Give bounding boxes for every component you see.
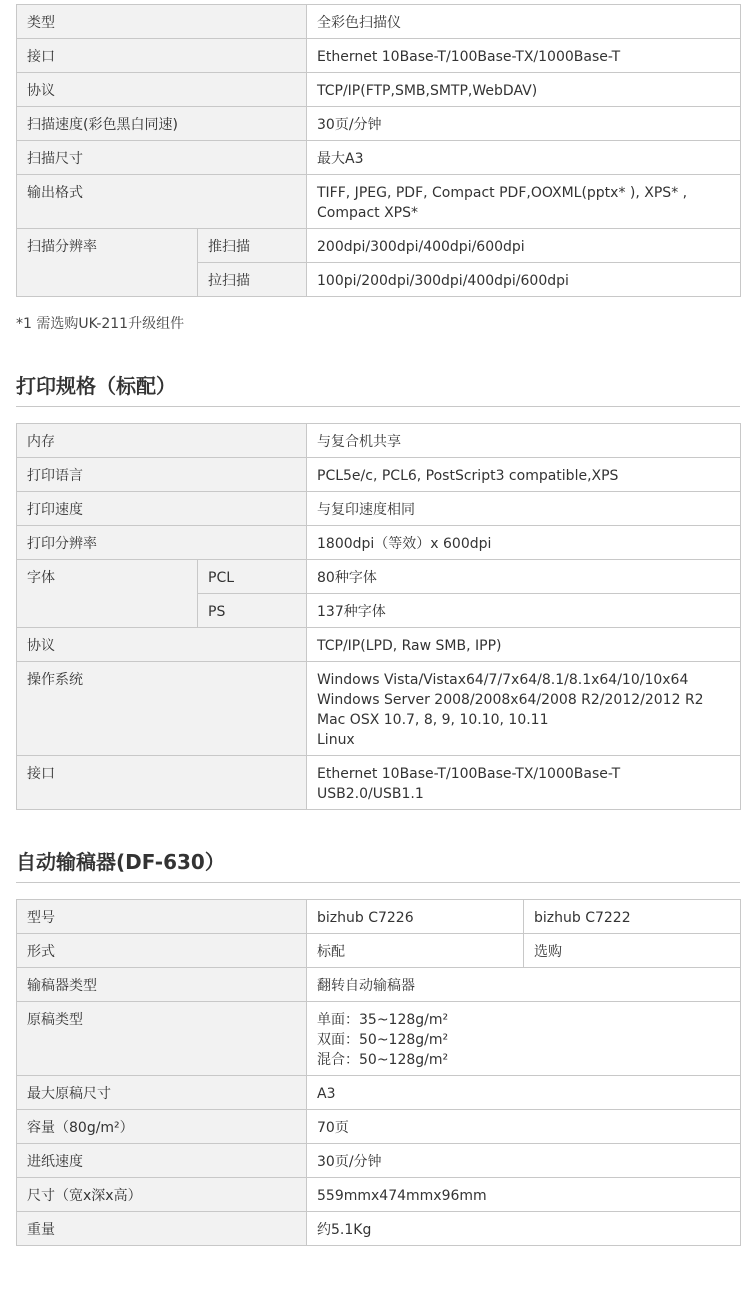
table-row [17,1110,741,1144]
table-row [17,628,741,662]
table-row [17,900,741,934]
spec-label: 打印分辨率 [17,526,307,560]
table-row [17,73,741,107]
spec-label: 内存 [17,424,307,458]
spec-value: bizhub C7226 [307,900,524,934]
spec-value: 全彩色扫描仪 [307,5,741,39]
spec-value: 30页/分钟 [307,1144,741,1178]
spec-label: 字体 [17,560,198,628]
table-row [17,662,741,756]
section-title-print: 打印规格（标配） [16,372,740,407]
table-row [17,458,741,492]
spec-value: 最大A3 [307,141,741,175]
spec-label: 重量 [17,1212,307,1246]
table-row [17,756,741,810]
spec-value: 选购 [524,934,741,968]
spec-label: 类型 [17,5,307,39]
spec-value: 1800dpi（等效）x 600dpi [307,526,741,560]
spec-label: 进纸速度 [17,1144,307,1178]
table-row [17,424,741,458]
table-row [17,1144,741,1178]
spec-label: 原稿类型 [17,1002,307,1076]
spec-value: 与复印速度相同 [307,492,741,526]
spec-value: Ethernet 10Base-T/100Base-TX/1000Base-T USB2.0/USB1.1 [307,756,741,810]
table-row [17,5,741,39]
spec-label: 接口 [17,756,307,810]
spec-value: 单面：35~128g/m² 双面：50~128g/m² 混合：50~128g/m² [307,1002,741,1076]
spec-value: TIFF, JPEG, PDF, Compact PDF,OOXML(pptx* ), XPS* , Compact XPS* [307,175,741,229]
spec-label: 打印速度 [17,492,307,526]
spec-label: 形式 [17,934,307,968]
table-row [17,1076,741,1110]
spec-label: 输稿器类型 [17,968,307,1002]
spec-value: 30页/分钟 [307,107,741,141]
table-row [17,141,741,175]
adf-spec-table [16,899,741,1246]
table-row [17,1212,741,1246]
spec-sublabel: 推扫描 [198,229,307,263]
spec-label: 输出格式 [17,175,307,229]
table-row [17,107,741,141]
table-row [17,492,741,526]
table-row [17,1002,741,1076]
spec-label: 型号 [17,900,307,934]
spec-label: 接口 [17,39,307,73]
spec-value: Windows Vista/Vistax64/7/7x64/8.1/8.1x64/10/10x64 Windows Server 2008/2008x64/2008 R2/2012/2012 R2 Mac OSX 10.7, 8, 9, 10.10, 10.11 Linux [307,662,741,756]
spec-value: 80种字体 [307,560,741,594]
table-row [17,526,741,560]
spec-value: A3 [307,1076,741,1110]
table-row [17,934,741,968]
spec-label: 扫描尺寸 [17,141,307,175]
table-row [17,1178,741,1212]
spec-value: PCL5e/c, PCL6, PostScript3 compatible,XPS [307,458,741,492]
table-row [17,968,741,1002]
spec-label: 最大原稿尺寸 [17,1076,307,1110]
table-row [17,229,741,263]
spec-value: 标配 [307,934,524,968]
table-row [17,175,741,229]
spec-sublabel: 拉扫描 [198,263,307,297]
spec-value: 翻转自动输稿器 [307,968,741,1002]
spec-value: 137种字体 [307,594,741,628]
spec-sublabel: PCL [198,560,307,594]
section-title-adf: 自动输稿器(DF-630） [16,848,740,883]
spec-label: 容量（80g/m²） [17,1110,307,1144]
spec-value: Ethernet 10Base-T/100Base-TX/1000Base-T [307,39,741,73]
spec-label: 操作系统 [17,662,307,756]
spec-value: 与复合机共享 [307,424,741,458]
table-row [17,39,741,73]
spec-label: 协议 [17,628,307,662]
spec-value: 559mmx474mmx96mm [307,1178,741,1212]
spec-value: 70页 [307,1110,741,1144]
scan-spec-table [16,4,741,297]
spec-value: bizhub C7222 [524,900,741,934]
spec-label: 打印语言 [17,458,307,492]
spec-value: TCP/IP(FTP,SMB,SMTP,WebDAV) [307,73,741,107]
table-row [17,560,741,594]
spec-label: 扫描速度(彩色黑白同速) [17,107,307,141]
spec-sublabel: PS [198,594,307,628]
spec-label: 扫描分辨率 [17,229,198,297]
spec-value: 200dpi/300dpi/400dpi/600dpi [307,229,741,263]
print-spec-table [16,423,741,810]
spec-label: 尺寸（宽x深x高） [17,1178,307,1212]
spec-value: 约5.1Kg [307,1212,741,1246]
footnote: *1 需选购UK-211升级组件 [16,316,185,332]
spec-value: 100pi/200dpi/300dpi/400dpi/600dpi [307,263,741,297]
spec-label: 协议 [17,73,307,107]
spec-value: TCP/IP(LPD, Raw SMB, IPP) [307,628,741,662]
